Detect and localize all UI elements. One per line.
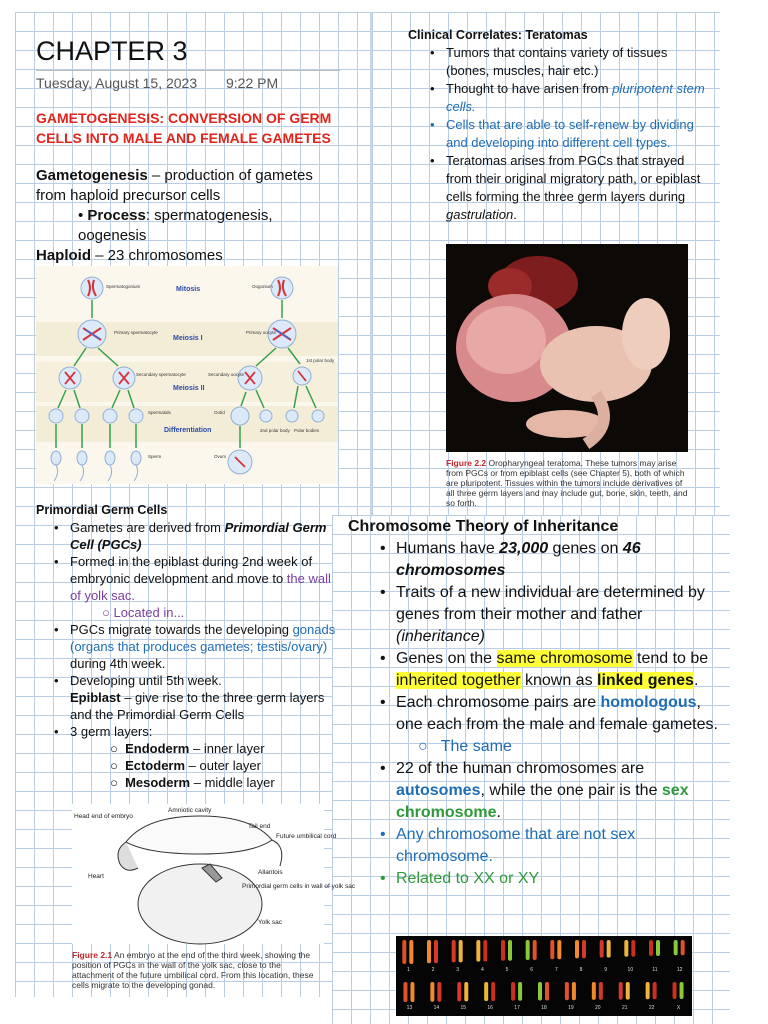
- stage-meiosis1: Meiosis I: [173, 335, 203, 342]
- chromosome-19-2: [572, 982, 576, 1000]
- label-allantois: Allantois: [258, 869, 283, 876]
- chromosome-10-2: [631, 940, 635, 957]
- chromosome-13-1: [403, 982, 407, 1002]
- teratoma-b4-end: .: [513, 207, 517, 222]
- chromosome-20-1: [592, 982, 596, 1000]
- stage-differentiation: Differentiation: [164, 427, 212, 434]
- chromosome-16-1: [484, 982, 488, 1001]
- inh-b3-hl2: inherited together: [396, 672, 521, 689]
- label-1st-polar-body: 1st polar body: [306, 358, 335, 363]
- label-pgc: Primordial germ cells in wall of yolk sac: [242, 883, 356, 890]
- teratoma-photo: [446, 244, 688, 452]
- pgc-b1-text: Gametes are derived from: [70, 520, 225, 535]
- inh-b5-green: sex chromosome: [396, 782, 689, 821]
- inh-b1-b: genes on: [548, 540, 623, 557]
- inheritance-bullet-2: [396, 582, 720, 648]
- chromosome-14-1: [430, 982, 434, 1002]
- section-title-line2: CELLS INTO MALE AND FEMALE GAMETES: [36, 130, 331, 146]
- title-rule: [36, 70, 340, 71]
- label-tail-end: Tail end: [248, 823, 271, 830]
- karyotype-label-17: 17: [514, 1005, 520, 1011]
- label-ootid: Ootid: [214, 410, 225, 415]
- haploid-def: [36, 246, 336, 266]
- stage-meiosis2: Meiosis II: [173, 385, 205, 392]
- chromosome-20-2: [599, 982, 603, 1000]
- inh-b2-a: Traits of a new individual are determined by genes from their mother and father: [396, 584, 705, 623]
- karyotype-label-14: 14: [433, 1005, 440, 1011]
- ectoderm-text: – outer layer: [185, 758, 261, 773]
- section-title: [36, 108, 346, 148]
- label-heart: Heart: [88, 873, 104, 880]
- inheritance-bullet-1: [396, 538, 720, 582]
- inheritance-bullet-4: [396, 692, 720, 758]
- mesoderm-text: – middle layer: [190, 775, 275, 790]
- karyotype-label-4: 4: [480, 967, 484, 973]
- chromosome-11-2: [656, 940, 660, 956]
- chromosome-21-2: [626, 982, 630, 1000]
- teratoma-heading: Clinical Correlates: Teratomas: [408, 28, 588, 42]
- chromosome-18-2: [545, 982, 549, 1001]
- label-amniotic: Amniotic cavity: [168, 807, 212, 814]
- chromosome-2-1: [427, 940, 431, 963]
- pgc-bullet-1: [70, 519, 336, 553]
- inh-b4-a: Each chromosome pairs are: [396, 694, 601, 711]
- karyotype-label-12: 12: [676, 967, 683, 973]
- karyotype-label-18: 18: [541, 1005, 547, 1011]
- chromosome-15-1: [457, 982, 461, 1001]
- chromosome-3-1: [452, 940, 456, 962]
- karyotype-label-6: 6: [530, 967, 534, 973]
- pgc-bullet-2: [70, 553, 336, 621]
- inh-b4-sub-text: The same: [440, 738, 512, 755]
- inheritance-bullet-3: [396, 648, 720, 692]
- label-polar-bodies: Polar bodies: [294, 428, 320, 433]
- chromosome-6-1: [526, 940, 530, 960]
- label-secondary-oocyte: Secondary oocyte: [208, 372, 245, 377]
- endoderm-term: Endoderm: [125, 741, 190, 756]
- chromosome-6-2: [533, 940, 537, 960]
- karyotype-label-21: 21: [621, 1005, 628, 1011]
- karyotype-label-19: 19: [568, 1005, 574, 1011]
- gametogenesis-term: Gametogenesis: [36, 167, 148, 184]
- karyotype-label-5: 5: [505, 967, 509, 973]
- chromosome-2-2: [434, 940, 438, 963]
- inheritance-list: [348, 538, 720, 890]
- chromosome-7-1: [550, 940, 554, 959]
- pgc-bullet-3: [70, 621, 336, 672]
- chromosome-9-1: [600, 940, 604, 958]
- chromosome-7-2: [557, 940, 561, 959]
- inheritance-bullet-6: • Any chromosome that are not sex chromosome.: [396, 824, 720, 868]
- chromosome-4-2: [483, 940, 487, 962]
- teratoma-b4-em: gastrulation: [446, 207, 514, 222]
- inh-b3-d: .: [693, 672, 699, 689]
- chromosome-4-1: [476, 940, 480, 962]
- label-head-end: Head end of embryo: [74, 813, 133, 820]
- haploid-text: – 23 chromosomes: [91, 247, 223, 264]
- teratoma-list: [408, 44, 708, 224]
- inh-b3-c: known as: [520, 672, 598, 689]
- chromosome-8-1: [575, 940, 579, 958]
- karyotype-label-7: 7: [554, 967, 558, 973]
- karyotype-label-13: 13: [406, 1005, 413, 1011]
- chromosome-22-2: [653, 982, 657, 999]
- inh-b1-num2: 46 chromosomes: [396, 540, 641, 579]
- figure-2-2-caption: [446, 458, 690, 508]
- chromosome-17-2: [518, 982, 522, 1001]
- label-yolk-sac: Yolk sac: [258, 919, 282, 926]
- process-term: Process: [87, 207, 146, 224]
- chromosome-21-1: [619, 982, 623, 1000]
- embryo-figure: [72, 804, 356, 944]
- teratoma-b2-em: pluripotent stem cells.: [446, 81, 705, 114]
- karyotype-label-2: 2: [431, 967, 435, 973]
- chromosome-19-1: [565, 982, 569, 1000]
- label-umbilical: Future umbilical cord: [276, 833, 337, 840]
- haploid-term: Haploid: [36, 247, 91, 264]
- karyotype-label-X: X: [676, 1005, 681, 1011]
- teratoma-bullet-4: [446, 152, 708, 224]
- pgc-b2-sub-text: Located in...: [113, 605, 185, 620]
- karyotype-label-15: 15: [460, 1005, 467, 1011]
- inh-b5-b: , while the one pair is the: [480, 782, 662, 799]
- pgc-list: [36, 519, 336, 791]
- teratoma-b4-text: Teratomas arises from PGCs that strayed from their original migratory path, or epiblast cells forming the three germ layers during: [446, 153, 701, 204]
- karyotype-label-1: 1: [406, 967, 410, 973]
- pgc-b3-text: PGCs migrate towards the developing: [70, 622, 293, 637]
- inh-b3-hl3: linked genes: [597, 672, 694, 689]
- inh-b1-num1: 23,000: [499, 540, 549, 557]
- gametogenesis-def: [36, 166, 336, 206]
- teratoma-b2-text: Thought to have arisen from: [446, 81, 613, 96]
- chromosome-3-2: [459, 940, 463, 962]
- pgc-b3-tail: during 4th week.: [70, 656, 166, 671]
- inheritance-heading: Chromosome Theory of Inheritance: [348, 518, 619, 535]
- karyotype-label-16: 16: [487, 1005, 493, 1011]
- karyotype-background: [396, 936, 692, 1016]
- teratoma-bullet-2: [446, 80, 708, 116]
- pgc-b2-sub: ○ Located in...: [102, 605, 185, 620]
- pgc-heading: Primordial Germ Cells: [36, 503, 168, 517]
- section-title-line1: GAMETOGENESIS: CONVERSION OF GERM: [36, 110, 332, 126]
- karyotype-label-11: 11: [652, 967, 658, 973]
- pgc-b4-text: Developing until 5th week.: [70, 673, 222, 688]
- inh-b1-a: Humans have: [396, 540, 500, 557]
- chromosome-X-2: [680, 982, 684, 999]
- chromosome-17-1: [511, 982, 515, 1001]
- karyotype-label-3: 3: [456, 967, 460, 973]
- stage-mitosis: Mitosis: [176, 286, 201, 293]
- karyotype-label-10: 10: [627, 967, 634, 973]
- inh-b5-a: 22 of the human chromosomes are: [396, 760, 645, 777]
- inh-b3-a: Genes on the: [396, 650, 497, 667]
- pgc-b2-purple: the wall of yolk sac.: [70, 571, 331, 603]
- chromosome-1-2: [409, 940, 413, 964]
- label-spermatogonium: Spermatogonium: [106, 284, 141, 289]
- figure-2-2-text: Oropharyngeal teratoma. These tumors may arise from PGCs or from epiblast cells (see Chapter 5), both of which are pluripotent. Tissues within the tumors include derivatives of all three germ layers and may include gut, bone, skin, teeth, and so forth.: [446, 458, 688, 508]
- chapter-title: CHAPTER 3: [36, 36, 188, 66]
- process-text: : spermatogenesis, oogenesis: [78, 207, 273, 244]
- inheritance-section: [348, 518, 720, 890]
- germ-layer-endoderm: ○ Endoderm – inner layer: [110, 741, 265, 756]
- chromosome-5-2: [508, 940, 512, 961]
- column-divider: [370, 12, 372, 517]
- chromosome-9-2: [607, 940, 611, 958]
- figure-2-1-caption: [72, 950, 324, 990]
- karyotype-label-9: 9: [604, 967, 608, 973]
- gametogenesis-text: – production of gametes from haploid precursor cells: [36, 167, 313, 204]
- endoderm-text: – inner layer: [189, 741, 265, 756]
- inh-b4-blue: homologous: [600, 694, 697, 711]
- germ-layer-mesoderm: ○ Mesoderm – middle layer: [110, 775, 275, 790]
- process-def: • Process: spermatogenesis, oogenesis: [78, 207, 273, 244]
- chromosome-22-1: [646, 982, 650, 999]
- chromosome-13-2: [410, 982, 414, 1002]
- label-sperm: Sperm: [148, 454, 162, 459]
- label-primary-oocyte: Primary oocyte: [246, 330, 277, 335]
- note-date: Tuesday, August 15, 2023: [36, 75, 198, 91]
- ectoderm-term: Ectoderm: [125, 758, 186, 773]
- chromosome-18-1: [538, 982, 542, 1001]
- inh-b5-blue: autosomes: [396, 782, 481, 799]
- chromosome-1-1: [402, 940, 406, 964]
- chromosome-14-2: [437, 982, 441, 1002]
- chromosome-X-1: [673, 982, 677, 999]
- inh-b2-em: (inheritance): [396, 628, 485, 645]
- chromosome-10-1: [624, 940, 628, 957]
- yolk-sac-shape: [138, 864, 262, 944]
- figure-2-1-text: An embryo at the end of the third week, showing the position of PGCs in the wall of the yolk sac, close to the attachment of the future umbilical cord. From this location, these cells migrate to the developing gonad.: [72, 950, 314, 990]
- pgc-b4-term: Epiblast: [70, 690, 121, 705]
- pgc-b4-tail: – give rise to the three germ layers and the Primordial Germ Cells: [70, 690, 325, 722]
- teratoma-bullet-3: • Cells that are able to self-renew by dividing and developing into different cell types.: [446, 116, 708, 152]
- label-2nd-polar-body: 2nd polar body: [260, 428, 290, 433]
- label-spermatids: Spermatids: [148, 410, 171, 415]
- inh-b3-hl1: same chromosome: [496, 650, 633, 667]
- pgc-b1-em: Primordial Germ Cell (PGCs): [70, 520, 327, 552]
- label-ovum: Ovum: [214, 454, 227, 459]
- teratoma-bullet-1: • Tumors that contains variety of tissues (bones, muscles, hair etc.): [446, 44, 708, 80]
- chromosome-15-2: [464, 982, 468, 1001]
- note-time: 9:22 PM: [226, 75, 279, 91]
- inh-b4-b: , one each from the male and female gametes.: [396, 694, 718, 733]
- chromosome-11-1: [649, 940, 653, 956]
- karyotype-label-8: 8: [579, 967, 583, 973]
- germ-layer-ectoderm: ○ Ectoderm – outer layer: [110, 758, 261, 773]
- inh-b5-c: .: [496, 804, 501, 821]
- chromosome-5-1: [501, 940, 505, 961]
- chromosome-12-2: [681, 940, 685, 955]
- inheritance-bullet-5: [396, 758, 720, 824]
- karyotype-label-20: 20: [595, 1005, 601, 1011]
- pgc-b5-text: 3 germ layers:: [70, 724, 153, 739]
- label-primary-spermatocyte: Primary spermatocyte: [114, 330, 158, 335]
- teratoma-section: [408, 28, 708, 224]
- pgc-bullet-5: [70, 723, 336, 791]
- inh-b3-b: tend to be: [632, 650, 709, 667]
- label-oogonium: Oogonium: [252, 284, 273, 289]
- figure-2-1-label: Figure 2.1: [72, 950, 113, 960]
- karyotype-image: [396, 936, 692, 1016]
- karyotype-label-22: 22: [648, 1005, 655, 1011]
- label-secondary-spermatocyte: Secondary spermatocyte: [136, 372, 186, 377]
- pgc-b2-text: Formed in the epiblast during 2nd week of embryonic development and move to: [70, 554, 313, 586]
- pgc-bullet-4: [70, 672, 336, 723]
- chromosome-16-2: [491, 982, 495, 1001]
- mesoderm-term: Mesoderm: [125, 775, 191, 790]
- pgc-b3-blue: gonads (organs that produces gametes; testis/ovary): [70, 622, 336, 654]
- inh-b4-sub: ○ The same: [418, 738, 512, 755]
- chromosome-12-1: [674, 940, 678, 955]
- inheritance-bullet-7: • Related to XX or XY: [396, 868, 720, 890]
- figure-2-2-label: Figure 2.2: [446, 458, 487, 468]
- chromosome-8-2: [582, 940, 586, 958]
- gametogenesis-diagram: [36, 266, 338, 484]
- pgc-section: [36, 503, 336, 791]
